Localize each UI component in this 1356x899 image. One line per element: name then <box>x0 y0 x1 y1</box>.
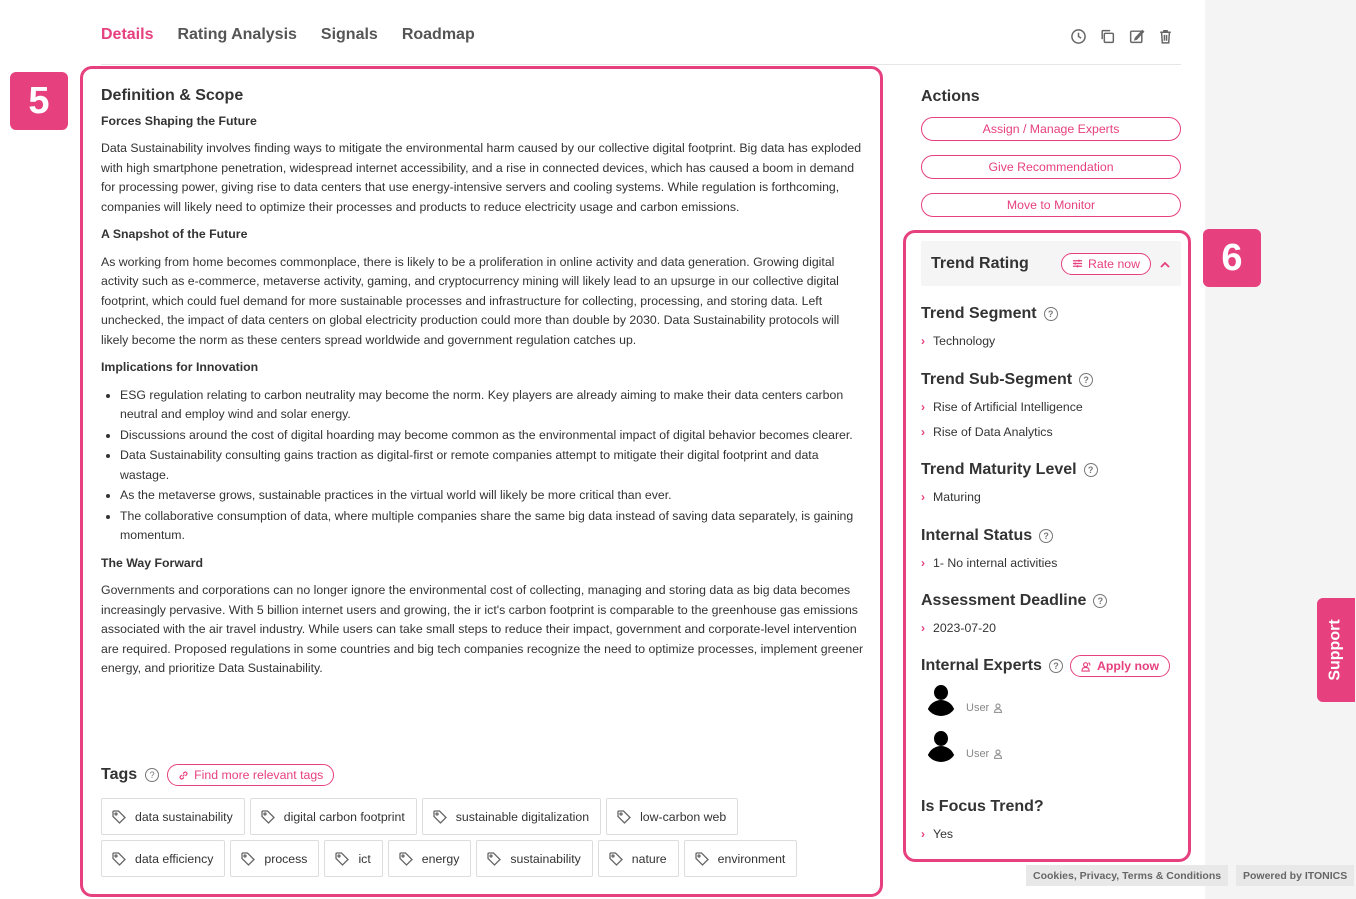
list-item: • ESG regulation relating to carbon neutrality may become the norm. Key players are already aiming to make their data centers carbon neutral and employ wind and solar energy. <box>120 386 869 425</box>
actions-title: Actions <box>921 88 980 105</box>
chevron-right-icon: › <box>921 826 925 841</box>
help-icon[interactable]: ? <box>1049 659 1063 673</box>
field-title: Internal Experts <box>921 657 1042 674</box>
list-item: • The collaborative consumption of data, where multiple companies share the same big data instead of saving data separately, is gaining momentum. <box>120 507 869 546</box>
chevron-right-icon: › <box>921 555 925 570</box>
chevron-right-icon: › <box>921 424 925 439</box>
field-title: Trend Sub-Segment <box>921 371 1073 388</box>
expert-name: User <box>966 702 990 714</box>
right-gutter <box>1205 0 1356 899</box>
powered-by-link[interactable]: Powered by ITONICS <box>1236 865 1354 886</box>
snapshot-paragraph: As working from home becomes commonplace, there is likely to be a proliferation in online activity and data generation. Growing digital activity such as e-commerce, metaverse activity, gaming, and cryptocurrency mining will likely lead to an upsurge in our collective digital footprint, which could fuel demand for more sustainable processes and infrastructure for collecting, processing, and storing data. Left unchecked, the impact of data centers on global electricity production could more than double by 2030. Data Sustainability protocols will likely become the norm as these centers spread worldwide and government regulation catches up. <box>101 254 840 347</box>
help-icon[interactable]: ? <box>1093 594 1107 608</box>
apply-now-label: Apply now <box>1096 659 1160 673</box>
step-badge: 6 <box>1203 229 1261 287</box>
step-badge: 5 <box>10 72 68 130</box>
field-title: Trend Maturity Level <box>921 461 1077 478</box>
field-value: Rise of Artificial Intelligence <box>933 399 1083 414</box>
field-title: Internal Status <box>921 527 1033 544</box>
highlight-frame-content <box>80 66 883 897</box>
rate-now-label: Rate now <box>1088 256 1140 271</box>
help-icon[interactable]: ? <box>145 768 159 782</box>
history-icon[interactable] <box>1070 28 1087 45</box>
help-icon[interactable]: ? <box>1044 307 1058 321</box>
help-icon[interactable]: ? <box>1079 373 1093 387</box>
tag-label: data efficiency <box>135 851 214 866</box>
toolbar-icons <box>1070 28 1174 45</box>
chevron-right-icon: › <box>921 333 925 348</box>
help-icon[interactable]: ? <box>1084 463 1098 477</box>
field-value: 2023-07-20 <box>933 620 996 635</box>
tab-roadmap[interactable]: Roadmap <box>401 26 475 43</box>
tab-bar <box>101 26 475 44</box>
field-value: 1- No internal activities <box>933 555 1058 570</box>
support-button[interactable] <box>1317 598 1355 702</box>
list-item: • Data Sustainability consulting gains traction as digital-first or remote companies attempt to mitigate their digital footprint and data wastage. <box>120 446 869 485</box>
tag-label: nature <box>631 851 667 866</box>
field-title: Trend Segment <box>921 305 1037 322</box>
expert-name: User <box>966 748 990 760</box>
duplicate-icon[interactable] <box>1099 28 1116 45</box>
help-icon[interactable]: ? <box>1039 529 1053 543</box>
tag-label: process <box>264 851 308 866</box>
forces-heading: Forces Shaping the Future <box>101 113 257 128</box>
edit-icon[interactable] <box>1128 28 1145 45</box>
tag-label: environment <box>717 851 786 866</box>
tag-label: digital carbon footprint <box>283 809 405 824</box>
tag-label: energy <box>421 851 460 866</box>
implications-heading: Implications for Innovation <box>101 360 259 374</box>
list-item: • Discussions around the cost of digital hoarding may become common as the environmental impact of digital behavior becomes clearer. <box>120 426 869 446</box>
cookies-link[interactable]: Cookies, Privacy, Terms & Conditions <box>1026 865 1228 886</box>
find-more-tags-label: Find more relevant tags <box>194 768 324 782</box>
section-title: Definition & Scope <box>101 87 244 104</box>
field-value: Technology <box>933 333 996 348</box>
support-label: Support <box>1327 619 1345 681</box>
way-forward-heading: The Way Forward <box>101 555 204 570</box>
delete-icon[interactable] <box>1157 28 1174 45</box>
tab-signals[interactable]: Signals <box>320 26 378 43</box>
field-value: Rise of Data Analytics <box>933 424 1053 439</box>
tag-label: sustainable digitalization <box>455 809 590 824</box>
tag-label: sustainability <box>510 851 581 866</box>
field-title: Assessment Deadline <box>921 592 1087 609</box>
chevron-right-icon: › <box>921 399 925 414</box>
forces-paragraph: Data Sustainability involves finding ways to mitigate the environmental harm caused by our collective digital footprint. Big data has exploded with high smartphone penetration, widespread internet accessibility, and a rise in connected devices, which has caused a boom in demand for processing power, giving rise to data centers that use energy-intensive servers and cooling systems. While regulation is forthcoming, companies will likely need to optimize their processes and products to reduce electricity usage and carbon emissions. <box>101 141 862 214</box>
tab-divider <box>101 64 1181 65</box>
tag-label: ict <box>358 851 371 866</box>
move-to-monitor-button[interactable]: Move to Monitor <box>921 193 1181 217</box>
tag-label: data sustainability <box>135 809 233 824</box>
tab-details[interactable]: Details <box>101 26 154 43</box>
snapshot-heading: A Snapshot of the Future <box>101 227 248 241</box>
field-value: Yes <box>933 826 954 841</box>
chevron-right-icon: › <box>921 489 925 504</box>
assign-experts-button[interactable]: Assign / Manage Experts <box>921 117 1181 141</box>
trend-rating-title: Trend Rating <box>931 254 1029 272</box>
tag-label: low-carbon web <box>640 809 727 824</box>
field-value: Maturing <box>933 489 981 504</box>
tags-title: Tags <box>101 766 138 783</box>
field-title: Is Focus Trend? <box>921 798 1044 815</box>
list-item: • As the metaverse grows, sustainable practices in the virtual world will likely be more critical than ever. <box>120 486 869 506</box>
way-forward-paragraph: Governments and corporations can no longer ignore the environmental cost of collecting, managing and storing data as big data becomes increasingly pervasive. With 5 billion internet users and growing, the ir ict's carbon footprint is comparable to the greenhouse gas emissions associated with the air travel industry. While users can take small steps to reduce their impact, government and corporate-level intervention are required. Proposed regulations in some countries and big tech companies recognize the need to optimize processes, implement greener energy, and prioritize Data Sustainability. <box>101 583 864 675</box>
chevron-right-icon: › <box>921 620 925 635</box>
highlight-frame-sidebar <box>903 230 1191 862</box>
give-recommendation-button[interactable]: Give Recommendation <box>921 155 1181 179</box>
tab-rating-analysis[interactable]: Rating Analysis <box>177 26 297 43</box>
